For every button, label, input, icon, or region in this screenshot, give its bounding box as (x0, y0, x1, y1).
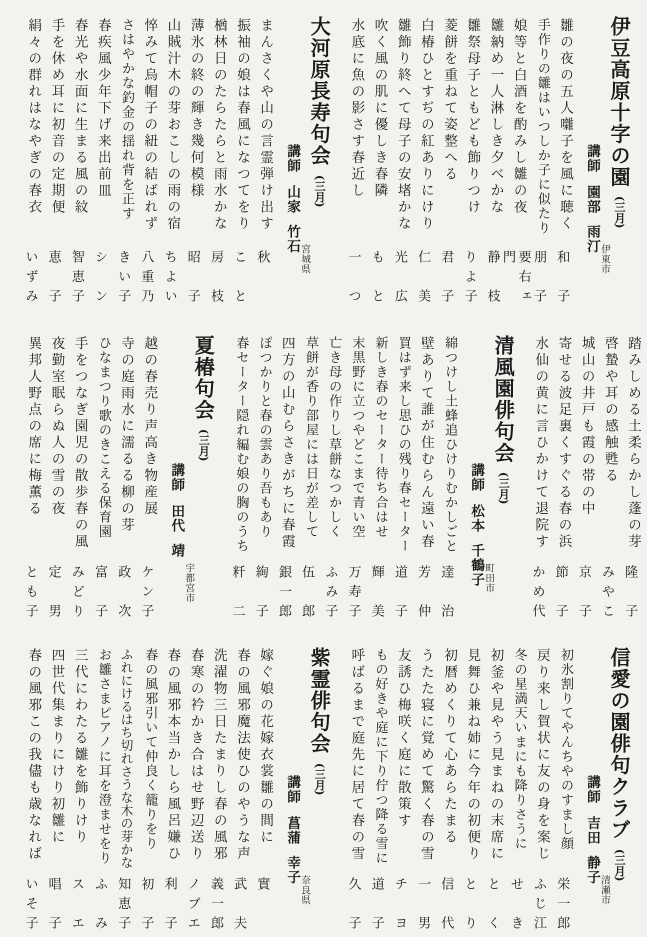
haiku-text: さはやかな釣金の揺れ背を正す (119, 18, 134, 221)
author-name: 秋 (254, 250, 270, 265)
haiku-entry (595, 333, 618, 643)
haiku-entry (41, 8, 64, 330)
lecturer-label: 講師 (584, 775, 600, 804)
haiku-entry (157, 645, 180, 933)
haiku-entry (457, 8, 480, 330)
author-name: いずみ (22, 250, 38, 304)
haiku-text: 踏みしめる土柔らかし蓬の芽 (625, 336, 641, 551)
author-name: 輝美 (368, 565, 384, 619)
author-name: いそ子 (22, 877, 38, 931)
author-name: 恵子 (45, 250, 61, 304)
haiku-text: 呼ばるまで庭先に居て春の雪 (348, 648, 365, 863)
author-name: 知恵子 (115, 877, 131, 931)
author-name: もと (368, 250, 384, 304)
location-label: 宮城県 (299, 244, 311, 274)
author-name: 初子 (138, 877, 154, 931)
lecturer-name: 吉田 静子 (584, 816, 600, 885)
haiku-text: 春寒の衿かき合はせ野辺送り (187, 648, 204, 863)
haiku-entry (548, 333, 571, 643)
author-name: 道子 (368, 877, 384, 931)
haiku-text: 四方の山むらさきがちに春霞 (278, 336, 295, 551)
haiku-text: 洗濯物三日たまりし春の風邪 (210, 648, 227, 863)
haiku-text: うたた寝に覚めて驚く春の雪 (417, 648, 434, 863)
haiku-text: 初釜や見やう見まねの末席に (487, 648, 504, 863)
haiku-text: 楢林日のたらたらと雨水かな (210, 18, 227, 233)
haiku-text: 春疾風少年下げ来出前皿 (94, 18, 111, 200)
haiku-text: 買はず来し思ひの残り春セーター (395, 336, 411, 554)
lecturer (273, 8, 311, 330)
haiku-entry (180, 8, 203, 330)
haiku-entry (134, 8, 157, 330)
haiku-entry (64, 645, 87, 933)
author-name: 一男 (415, 877, 431, 931)
haiku-text: まんさくや山の言霊弾け出す (257, 18, 274, 233)
haiku-entry (88, 8, 111, 330)
haiku-entry (64, 333, 87, 643)
haiku-entry (272, 333, 295, 643)
haiku-entry (111, 333, 134, 643)
author-name: 和子 (554, 250, 570, 304)
haiku-entry (64, 8, 87, 330)
haiku-text: 夜勤室眠らぬ人の雪の夜 (48, 336, 65, 518)
month-label: (三月) (313, 174, 327, 207)
haiku-entry (41, 645, 64, 933)
author-name: 一つ (345, 250, 361, 304)
haiku-text: 異邦人野点の席に梅薫る (25, 336, 42, 518)
haiku-text: 寄せる波足裏くすぐる春の浜 (555, 336, 572, 551)
location-label: 町田市 (483, 563, 495, 593)
lecturer (573, 645, 610, 933)
haiku-text: 春光や水面に生まる風の紋 (71, 18, 88, 216)
haiku-entry (457, 645, 480, 933)
haiku-text: 絹々の群れはなやぎの春衣 (25, 18, 42, 216)
haiku-text: 春の風邪本当かしら風呂嫌ひ (164, 648, 181, 863)
haiku-text: 白椿ひとすぢの紅ありにけり (417, 18, 434, 233)
section-title (484, 333, 515, 643)
month-label: (三月) (197, 429, 211, 462)
author-name: 万寿子 (345, 565, 361, 619)
author-name: 伍郎 (299, 565, 315, 619)
author-name: 八重乃 (138, 250, 154, 304)
haiku-entry (503, 645, 526, 933)
haiku-text: 初氷割りてやんちやのすまし顔 (558, 648, 573, 851)
lecturer-name: 菖蒲 幸子 (284, 816, 301, 885)
haiku-entry (41, 333, 64, 643)
haiku-entry (364, 333, 387, 643)
author-name: りよ子 (461, 250, 477, 304)
author-name: 道子 (391, 565, 407, 619)
haiku-text: 雛納め一人淋しき夕べかな (487, 18, 504, 216)
haiku-entry (525, 333, 548, 643)
haiku-entry (527, 645, 550, 933)
haiku-text: 啓蟄や耳の感触甦る (601, 336, 618, 485)
haiku-text: 冬の星満天いまにも降りさうに (511, 648, 527, 851)
haiku-entry (227, 645, 250, 933)
haiku-entry (204, 8, 227, 330)
location-label: 宇都宮市 (183, 563, 195, 603)
lecturer (457, 333, 495, 643)
author-name: 武夫 (231, 877, 247, 931)
author-name: かめ代 (529, 565, 545, 619)
haiku-text: 草餅が香り部屋には日が差して (302, 336, 318, 539)
author-name: 實 (254, 877, 270, 892)
author-name: 栄一郎 (554, 877, 570, 931)
haiku-text: 水仙の黄に言ひかけて退院す (532, 336, 549, 551)
haiku-text: 四世代集まりにけり初雛に (48, 648, 65, 846)
haiku-entry (434, 333, 457, 643)
haiku-text: 春の風邪引いて仲良く籠りをり (142, 648, 158, 851)
lecturer-name: 園部 雨汀 (584, 185, 600, 254)
haiku-entry (341, 645, 364, 933)
author-name: チヨ (391, 877, 407, 931)
haiku-entry (295, 333, 318, 643)
haiku-entry (411, 333, 434, 643)
haiku-entry (204, 645, 227, 933)
haiku-text: 見舞ひ兼ね姉に今年の初便り (464, 648, 481, 863)
author-name: ケン子 (138, 565, 154, 619)
author-name: みやこ (599, 565, 615, 619)
haiku-text: 友誘ひ梅咲く庭に散策す (394, 648, 411, 830)
author-name: 絢子 (252, 565, 268, 619)
author-name: シン (92, 250, 108, 304)
haiku-entry (227, 8, 250, 330)
author-name: せき (507, 877, 523, 931)
author-name: 利子 (161, 877, 177, 931)
haiku-band-2 (10, 333, 641, 643)
haiku-entry (341, 333, 364, 643)
location-label: 清瀬市 (599, 875, 610, 905)
author-name: 静枝 (484, 250, 500, 304)
section-title-text: 夏椿句会 (191, 335, 216, 421)
author-name: 光広 (391, 250, 407, 304)
haiku-text: 手をつなぎ園児の散歩春の風 (71, 336, 88, 551)
haiku-entry (111, 8, 134, 330)
lecturer-label: 講師 (584, 144, 600, 173)
haiku-text: 水底に魚の影さす春近し (348, 18, 365, 200)
author-name: スエ (68, 877, 84, 931)
month-label: (三月) (313, 762, 327, 795)
section-title-text: 清風園俳句会 (491, 335, 516, 464)
author-name: 芳仲 (415, 565, 431, 619)
haiku-text: 春の風邪この我儘も歳なれば (25, 648, 42, 863)
author-name: 智恵子 (68, 250, 84, 304)
author-name: 唱子 (45, 877, 61, 931)
author-name: 要右ェ門 (500, 250, 531, 304)
haiku-entry (250, 645, 273, 933)
lecturer-label: 講師 (168, 463, 185, 492)
month-label: (三月) (497, 472, 511, 505)
author-name: 昭子 (184, 250, 200, 304)
haiku-entry (250, 8, 273, 330)
location-label: 奈良県 (299, 875, 311, 905)
author-name: 隆子 (622, 565, 638, 619)
haiku-text: 新しき春のセーター待ち合はせ (372, 336, 388, 539)
haiku-text: ふれにけるはち切れさうな木の芽かな (119, 648, 134, 869)
lecturer (573, 8, 610, 330)
author-name: ふみ子 (322, 565, 338, 619)
haiku-entry (364, 8, 387, 330)
haiku-entry (571, 333, 594, 643)
haiku-text: 初暦めくりて心あらたまる (441, 648, 458, 846)
author-name: 久子 (345, 877, 361, 931)
author-name: とも子 (22, 565, 38, 619)
lecturer-label: 講師 (284, 775, 301, 804)
section-title (600, 8, 631, 330)
haiku-text: 雛祭母子ともども飾りつけ (464, 18, 481, 216)
author-name: 君子 (438, 250, 454, 304)
haiku-entry (618, 333, 641, 643)
lecturer (273, 645, 311, 933)
author-name: 粁二 (229, 565, 245, 619)
haiku-entry (480, 645, 503, 933)
haiku-entry (18, 645, 41, 933)
haiku-text: 振袖の娘は春風になつてをり (233, 18, 250, 233)
haiku-text: 亡き母の作りし草餅なつかしく (326, 336, 342, 539)
lecturer-name: 田代 靖 (168, 504, 185, 559)
haiku-text: 末黒野に立つやどこまで青い空 (349, 336, 365, 539)
haiku-entry (111, 645, 134, 933)
haiku-entry (225, 333, 248, 643)
haiku-entry (18, 8, 41, 330)
month-label: (三月) (613, 196, 626, 229)
haiku-text: 寺の庭雨水に濡るる柳の芽 (118, 336, 134, 534)
lecturer-label: 講師 (468, 463, 485, 492)
haiku-entry (388, 645, 411, 933)
haiku-entry (134, 645, 157, 933)
author-name: 房枝 (207, 250, 223, 304)
section-title-text: 信愛の園俳句クラブ (607, 647, 631, 841)
haiku-entry (411, 645, 434, 933)
haiku-entry (180, 645, 203, 933)
author-name: 定男 (45, 565, 61, 619)
lecturer-label: 講師 (284, 144, 301, 173)
author-name: 義一郎 (207, 877, 223, 931)
haiku-text: お雛さまピアノに耳を澄ませをり (95, 648, 111, 866)
haiku-text: 城山の井戸も霞の帯の中 (578, 336, 595, 518)
lecturer-name: 山家 竹石 (284, 185, 301, 254)
haiku-text: 春の風邪魔法使ひのやうな声 (233, 648, 250, 863)
lecturer-name: 松本 千鶴子 (468, 504, 485, 588)
haiku-text: 春セーター隠れ編む娘の胸のうち (233, 336, 249, 554)
author-name: 達治 (438, 565, 454, 619)
haiku-text: 手を休め耳に初音の定期便 (48, 18, 65, 216)
haiku-text: 綿つけし土蜂追ひけりむかしごと (442, 336, 458, 554)
haiku-entry (550, 645, 573, 933)
author-name: ノブエ (184, 877, 200, 931)
author-name: とく (484, 877, 500, 931)
haiku-text: もの好きや庭に下り佇つ降る雪に (372, 648, 388, 866)
author-name: ふみ (92, 877, 108, 931)
section-title-text: 紫霊俳句会 (307, 647, 332, 755)
author-name: 信代 (438, 877, 454, 931)
author-name: とり (461, 877, 477, 931)
author-name: 朋子 (531, 250, 547, 304)
haiku-text: 山賊汁木の芽おこしの雨の宿 (164, 18, 181, 233)
author-name: 富子 (92, 565, 108, 619)
author-name: 仁美 (415, 250, 431, 304)
haiku-text: 菱餅を重ねて姿整へる (441, 18, 458, 183)
author-name: きい子 (115, 250, 131, 304)
haiku-entry (500, 8, 531, 330)
haiku-text: 娘等と白酒を酌みし雛の夜 (510, 18, 527, 216)
haiku-text: 戻り来し賀状に友の身を案じ (533, 648, 550, 863)
section-title (300, 8, 331, 330)
author-name: 銀一郎 (275, 565, 291, 619)
haiku-band-1 (10, 8, 641, 330)
haiku-entry (364, 645, 387, 933)
haiku-entry (550, 8, 573, 330)
haiku-text: 手作りの雛はいつしか子に似たり (534, 18, 550, 236)
section-title-text: 大河原長寿句会 (307, 16, 332, 167)
month-label: (三月) (613, 848, 626, 881)
haiku-text: ぽつかりと春の雲あり吾もあり (256, 336, 272, 539)
haiku-entry (18, 333, 41, 643)
haiku-text: 三代にわたる雛を飾りけり (71, 648, 88, 846)
haiku-entry (388, 8, 411, 330)
haiku-entry (318, 333, 341, 643)
haiku-entry (341, 8, 364, 330)
haiku-entry (388, 333, 411, 643)
haiku-text: 壁ありて誰が住むらん遠い春 (417, 336, 434, 551)
haiku-band-3 (10, 645, 641, 933)
haiku-text: 吹く風の肌に優しき春隣 (371, 18, 388, 200)
haiku-text: 薄氷の終の輝き幾何模様 (187, 18, 204, 200)
haiku-entry (434, 8, 457, 330)
author-name: こと (231, 250, 247, 304)
haiku-entry (157, 8, 180, 330)
haiku-text: 越の春売り声高き物産展 (141, 336, 158, 518)
haiku-entry (434, 645, 457, 933)
haiku-text: 嫁ぐ娘の花嫁衣裳雛の間に (257, 648, 274, 846)
haiku-entry (411, 8, 434, 330)
haiku-entry (88, 645, 111, 933)
author-name: ちよい (161, 250, 177, 304)
haiku-entry (480, 8, 503, 330)
author-name: 京子 (575, 565, 591, 619)
haiku-text: ひなまつり歌のきこえる保育園 (95, 336, 111, 539)
haiku-entry (248, 333, 271, 643)
haiku-entry (134, 333, 157, 643)
author-name: ふじ江 (531, 877, 547, 931)
author-name: 政次 (115, 565, 131, 619)
haiku-text: 悴みて烏帽子の紐の結ばれず (141, 18, 158, 233)
location-label: 伊東市 (599, 244, 610, 274)
section-title-text: 伊豆高原十字の園 (607, 16, 631, 188)
author-name: みどり (68, 565, 84, 619)
lecturer (157, 333, 195, 643)
haiku-entry (88, 333, 111, 643)
haiku-text: 雛の夜の五人囃子を風に聴く (557, 18, 573, 233)
haiku-text: 雛飾り終へて母子の安堵かな (394, 18, 411, 233)
author-name: 節子 (552, 565, 568, 619)
